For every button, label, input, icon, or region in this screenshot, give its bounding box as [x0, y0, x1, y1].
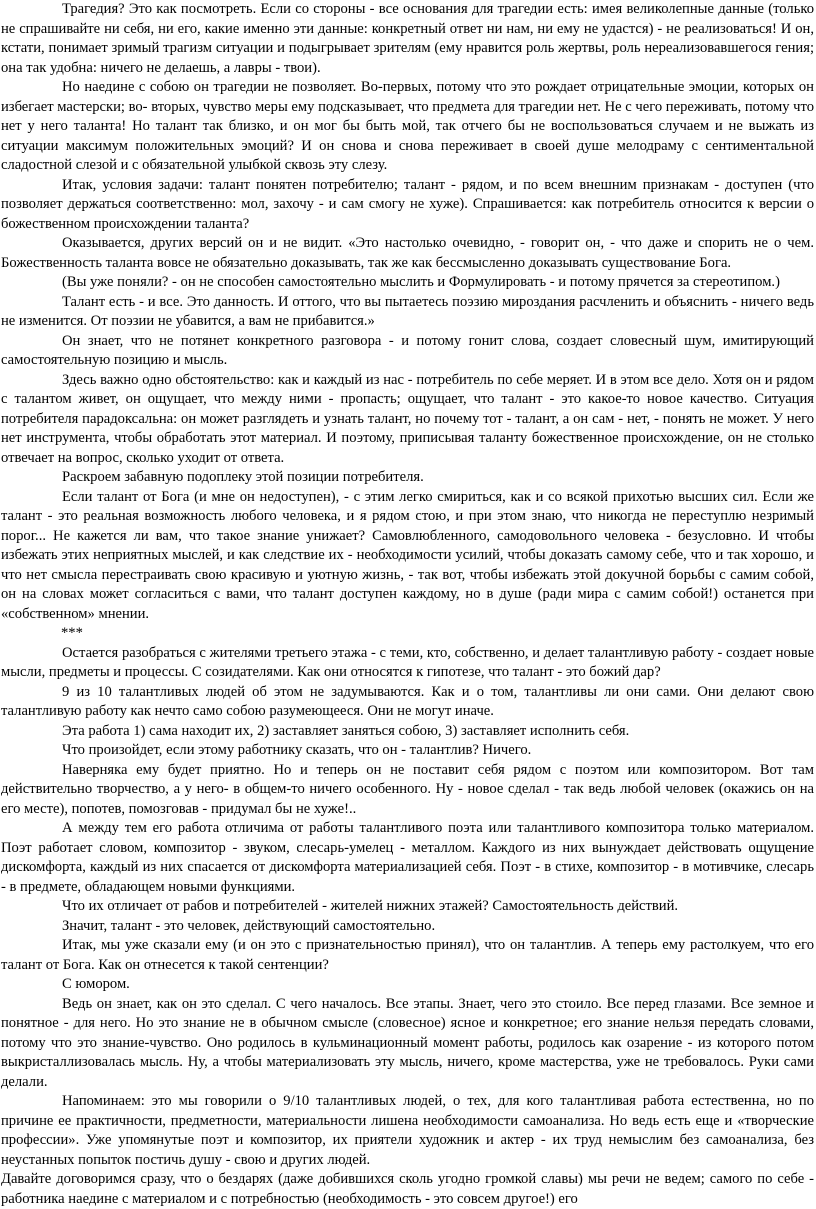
section-separator: ***: [61, 625, 83, 641]
paragraph-6: Талант есть - и все. Это данность. И оттого, что вы пытаетесь поэзию мироздания расчленить и объяснить - ничего ведь не изменится. От поэзии не убавится, а вам не прибавится.»: [1, 293, 814, 329]
paragraph-3: Итак, условия задачи: талант понятен потребителю; талант - рядом, и по всем внешним признакам - доступен (что позволяет держаться соответственно: мол, захочу - и сам смогу не хуже). Спрашивается: как потребитель относится к версии о божественном происхождении таланта?: [1, 176, 814, 232]
paragraph-5: (Вы уже поняли? - он не способен самостоятельно мыслить и Формулировать - и потому прячется за стереотипом.): [62, 274, 780, 290]
paragraph-4: Оказывается, других версий он и не видит. «Это настолько очевидно, - говорит он, - что даже и спорить не о чем. Божественность таланта вовсе не обязательно доказывать, так же как бессмысленно доказывать существование Бога.: [1, 235, 814, 271]
paragraph-17: Что их отличает от рабов и потребителей - жителей нижних этажей? Самостоятельность действий.: [62, 898, 679, 914]
paragraph-23: Давайте договоримся сразу, что о бездарях (даже добившихся сколь угодно громкой славы) мы речи не ведем; самого по себе - работника наедине с материалом и с потребностью (необходимость - это совсем другое!) его: [1, 1171, 814, 1207]
paragraph-2: Но наедине с собою он трагедии не позволяет. Во-первых, потому что это рождает отрицательные эмоции, которых он избегает мастерски; во- вторых, чувство меры ему подсказывает, что предмета для трагедии нет. Не с чего переживать, потому что нет у него таланта! Но талант так близко, и он мог бы быть мой, так отчего бы не воспользоваться случаем и не выжать из ситуации максимум положительных эмоций? И он снова и снова переживает в своей душе мелодраму с сентиментальной сладостной слезой и с обязательной улыбкой сквозь эту слезу.: [1, 79, 814, 173]
paragraph-15: Наверняка ему будет приятно. Но и теперь он не поставит себя рядом с поэтом или композитором. Вот там действительно творчество, а у него- в общем-то ничего особенного. Ну - новое сделал - так ведь любой человек (окажись он на его месте), попотев, помозговав - придумал бы не хуже!..: [1, 761, 814, 817]
paragraph-21: Ведь он знает, как он это сделал. С чего началось. Все этапы. Знает, чего это стоило. Все перед глазами. Все земное и понятное - для него. Но это знание не в обычном смысле (словесное) ясное и конкретное; его знание нельзя передать словами, потому что это знание-чувство. Оно родилось в кульминационный момент работы, родилось как озарение - из которого потом выкристаллизовалась мысль. Ну, а чтобы материализовать эту мысль, ничего, кроме мастерства, уже не требовалось. Руки сами делали.: [1, 995, 814, 1090]
paragraph-8: Здесь важно одно обстоятельство: как и каждый из нас - потребитель по себе меряет. И в этом все дело. Хотя он и рядом с талантом живет, он ощущает, что между ними - пропасть; ощущает, что талант - это какое-то новое качество. Ситуация потребителя парадоксальна: он может разглядеть и узнать талант, но почему тот - талант, а он сам - нет, - понять не может. У него нет инструмента, чтобы обработать этот материал. И поэтому, приписывая таланту божественное происхождение, он не столько отвечает на вопрос, сколько уходит от ответа.: [1, 371, 814, 466]
paragraph-9: Раскроем забавную подоплеку этой позиции потребителя.: [62, 469, 424, 485]
paragraph-20: С юмором.: [62, 976, 130, 992]
paragraph-7: Он знает, что не потянет конкретного разговора - и потому гонит слова, создает словесный шум, имитирующий самостоятельную позицию и мысль.: [1, 332, 814, 368]
paragraph-10: Если талант от Бога (и мне он недоступен), - с этим легко смириться, как и со всякой прихотью высших сил. Если же талант - это реальная возможность любого человека, и я рядом стою, и при этом знаю, что никогда не переступлю незримый порог... Не кажется ли вам, что такое знание унижает? Самовлюбленного, самодовольного человека - безусловно. И чтобы избежать этих неприятных мыслей, и как следствие их - необходимости усилий, чтобы доказать самому себе, что и так хорошо, и что нет смысла перестраивать свою красивую и уютную жизнь, - так вот, чтобы избежать этой докучной борьбы с самим собой, он на словах может согласиться с вами, что талант доступен каждому, но в душе (ради мира с самим собой!) останется при «собственном» мнении.: [1, 488, 814, 622]
paragraph-22: Напоминаем: это мы говорили о 9/10 талантливых людей, о тех, для кого талантливая работа естественна, но по причине ее практичности, предметности, материальности лишена необходимости самоанализа. Но ведь есть еще и «творческие профессии». Уже упомянутые поэт и композитор, их приятели художник и актер - их труд немыслим без самоанализа, без неустанных попыток постичь душу - свою и других людей.: [1, 1093, 814, 1168]
paragraph-12: 9 из 10 талантливых людей об этом не задумываются. Как и о том, талантливы ли они сами. Они делают свою талантливую работу как нечто само собою разумеющееся. Они не могут иначе.: [1, 683, 814, 719]
paragraph-19: Итак, мы уже сказали ему (и он это с признательностью принял), что он талантлив. А теперь ему растолкуем, что его талант от Бога. Как он отнесется к такой сентенции?: [1, 937, 814, 973]
paragraph-1: Трагедия? Это как посмотреть. Если со стороны - все основания для трагедии есть: имея великолепные данные (только не спрашивайте ни себя, ни его, какие именно эти данные: конкретный ответ ни нам, ни ему не удастся) - не реализоваться! И он, кстати, понимает зримый трагизм ситуации и подыгрывает зрителям (ему нравится роль жертвы, роль нереализовавшегося гения; она так удобна: ничего не делаешь, а лавры - твои).: [1, 1, 814, 76]
paragraph-13: Эта работа 1) сама находит их, 2) заставляет заняться собою, 3) заставляет исполнить себя.: [62, 722, 630, 739]
paragraph-18: Значит, талант - это человек, действующий самостоятельно.: [62, 917, 436, 934]
paragraph-11: Остается разобраться с жителями третьего этажа - с теми, кто, собственно, и делает талантливую работу - создает новые мысли, предметы и процессы. С созидателями. Как они относятся к гипотезе, что талант - это божий дар?: [1, 644, 814, 680]
paragraph-16: А между тем его работа отличима от работы талантливого поэта или талантливого композитора только материалом. Поэт работает словом, композитор - звуком, слесарь-умелец - металлом. Каждого из них вынуждает действовать ощущение дискомфорта, каждый из них спасается от дискомфорта материализацией себя. Поэт - в стихе, композитор - в мотивчике, слесарь - в предмете, обладающем новыми функциями.: [1, 820, 814, 895]
paragraph-14: Что произойдет, если этому работнику сказать, что он - талантлив? Ничего.: [62, 742, 532, 758]
